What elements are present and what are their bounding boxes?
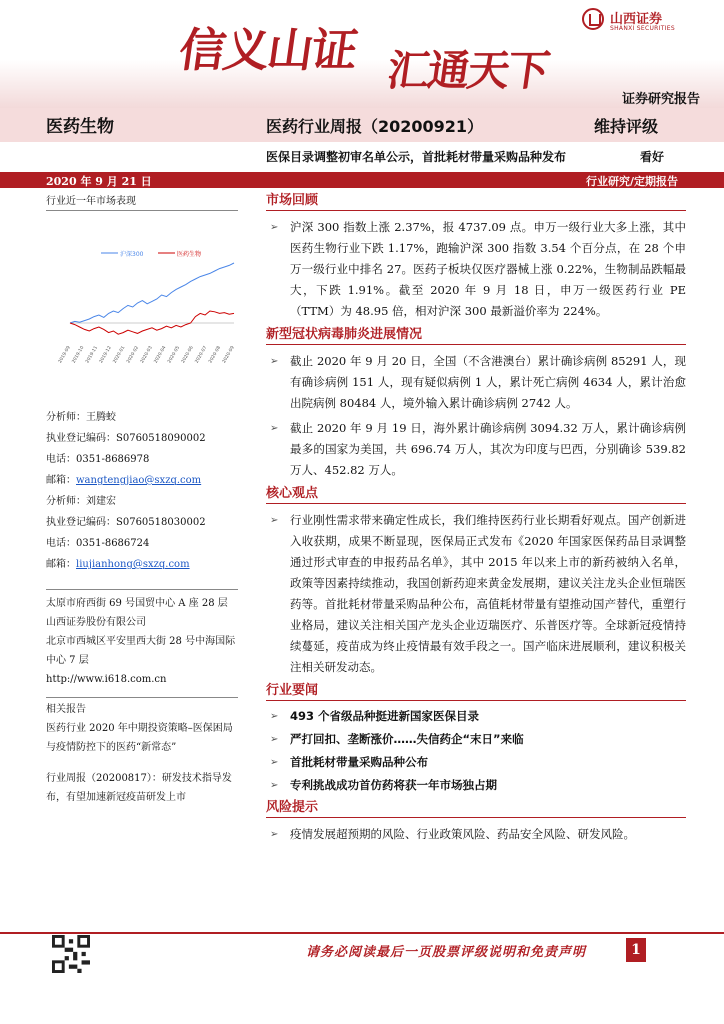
- sector-name: 医药生物: [46, 117, 114, 137]
- slogan-left: 信义山证: [175, 23, 360, 77]
- analyst-1-license: 执业登记编码：S0760518090002: [46, 433, 206, 444]
- x-tick-label: 2020-07: [194, 345, 209, 363]
- rating-view: 看好: [640, 150, 665, 164]
- x-tick-label: 2019-09: [57, 345, 72, 363]
- x-tick-label: 2019-12: [98, 345, 113, 363]
- analyst-2-email-row: [46, 554, 240, 575]
- website-link[interactable]: http://www.i618.com.cn: [46, 674, 167, 685]
- covid-domestic-text: ➢ 截止 2020 年 9 月 20 日，全国（不含港澳台）累计确诊病例 85291 人，现有确诊病例 151 人，现有疑似病例 1 人，累计死亡病例 4634 人，累计治愈出院病例 80484 人，境外输入累计确诊病例 2742 人。: [266, 351, 686, 414]
- section-news: 行业要闻: [266, 682, 686, 701]
- series-line-hs300: [70, 263, 234, 323]
- core-view-text: ➢ 行业刚性需求带来确定性成长，我们维持医药行业长期看好观点。国产创新进入收获期，成果不断显现，医保局正式发布《2020 年国家医保药品目录调整通过形式审查的申报药品名单》，其中 2015 年以来上市的新药被纳入名单，政策等因素持续推动，我国创新药迎来黄金发展期，建议关注龙头企业恒瑞医药等。首批耗材带量采购品种公布，高值耗材带量有望推动国产替代，重塑行业格局，建议关注相关国产龙头企业迈瑞医疗、乐普医疗等。全球新冠疫情持续蔓延，疫苗成为终止疫情最有效手段之一。国产临床进展顺利，建议积极关注相关研发动态。: [266, 510, 686, 678]
- section-covid: 新型冠状病毒肺炎进展情况: [266, 326, 686, 345]
- slogan-right: 汇通天下: [384, 46, 552, 95]
- market-review-text: ➢ 沪深 300 指数上涨 2.37%，报 4737.09 点。申万一级行业大多上涨，其中医药生物行业下跌 1.17%，跑输沪深 300 指数 3.54 个百分点，在 28 个申万一级行业中排名 27。医药子板块仅医疗器械上涨 0.22%，生物制品跌幅最大，下跌 1.91%。截至 2020 年 9 月 18 日，申万一级医药行业 PE（TTM）为 48.95 倍，相对沪深 300 最新溢价率为 224%。: [266, 217, 686, 322]
- report-type: 证券研究报告: [621, 92, 700, 107]
- disclaimer: 请务必阅读最后一页股票评级说明和免责声明: [306, 945, 587, 960]
- performance-chart: [46, 215, 238, 363]
- news-list: [266, 705, 686, 797]
- address-taiyuan: 太原市府西街 69 号国贸中心 A 座 28 层: [46, 598, 228, 609]
- related-report-2[interactable]: 行业周报（20200817）：研发技术指导发布，有望加速新冠疫苗研发上市: [46, 773, 232, 803]
- analyst-1-email-label: 邮箱：: [46, 475, 76, 486]
- divider: [46, 589, 238, 590]
- x-tick-label: 2019-10: [71, 345, 86, 363]
- x-tick-label: 2019-11: [85, 345, 100, 363]
- related-report-1[interactable]: 医药行业 2020 年中期投资策略–医保困局与疫情防控下的医药“新常态”: [46, 723, 233, 753]
- section-risk: 风险提示: [266, 799, 686, 818]
- sidebar: [46, 192, 240, 807]
- news-item[interactable]: ➢ 专利挑战成功首仿药将获一年市场独占期: [266, 774, 686, 797]
- x-tick-label: 2020-09: [221, 345, 236, 363]
- analyst-2-name: 分析师：刘建宏: [46, 496, 116, 507]
- news-item[interactable]: ➢ 严打回扣、垄断涨价……失信药企“末日”来临: [266, 728, 686, 751]
- analyst-2-email-label: 邮箱：: [46, 559, 76, 570]
- x-tick-label: 2020-05: [167, 345, 182, 363]
- rating: 维持评级: [594, 117, 659, 136]
- report-date: 2020 年 9 月 21 日: [46, 175, 152, 188]
- section-core-view: 核心观点: [266, 485, 686, 504]
- analyst-1: [46, 407, 240, 491]
- logo-english: SHANXI SECURITIES: [610, 25, 675, 32]
- company-logo: [582, 6, 700, 36]
- report-title: 医药行业周报（20200921）: [266, 117, 484, 136]
- legend-hs300-label: 沪深300: [120, 251, 144, 258]
- main-content: [266, 192, 686, 845]
- analyst-2-email[interactable]: liujianhong@sxzq.com: [76, 559, 190, 570]
- legend-pharma-label: 医药生物: [177, 251, 202, 258]
- x-tick-label: 2020-01: [112, 345, 127, 363]
- analyst-1-phone: 电话：0351-8686978: [46, 454, 150, 465]
- footer-line: [0, 932, 724, 934]
- chart-title: 行业近一年市场表现: [46, 192, 238, 211]
- analyst-2-license: 执业登记编码：S0760518030002: [46, 517, 206, 528]
- risk-text: ➢ 疫情发展超预期的风险、行业政策风险、药品安全风险、研发风险。: [266, 824, 686, 845]
- news-item[interactable]: ➢ 首批耗材带量采购品种公布: [266, 751, 686, 774]
- section-market-review: 市场回顾: [266, 192, 686, 211]
- address-beijing: 北京市西城区平安里西大街 28 号中海国际中心 7 层: [46, 636, 236, 666]
- logo-name: 山西证券: [610, 12, 663, 27]
- x-tick-label: 2020-06: [180, 345, 195, 363]
- logo-mark-icon: [582, 8, 604, 30]
- divider: [46, 697, 238, 698]
- x-tick-label: 2020-02: [126, 345, 141, 363]
- company-name: 山西证券股份有限公司: [46, 617, 146, 628]
- x-tick-label: 2020-03: [139, 345, 154, 363]
- related-title: 相关报告: [46, 704, 86, 715]
- contact-block: [46, 594, 240, 689]
- analyst-1-email-row: [46, 470, 240, 491]
- x-tick-label: 2020-08: [208, 345, 223, 363]
- analyst-2: [46, 491, 240, 575]
- related-reports: [46, 700, 240, 807]
- x-tick-label: 2020-04: [153, 345, 168, 363]
- report-category: 行业研究/定期报告: [585, 175, 678, 188]
- series-line-pharma: [70, 311, 234, 334]
- report-subtitle: 医保目录调整初审名单公示，首批耗材带量采购品种发布: [266, 150, 567, 164]
- analyst-1-email[interactable]: wangtengjiao@sxzq.com: [76, 475, 202, 486]
- news-item[interactable]: ➢ 493 个省级品种挺进新国家医保目录: [266, 705, 686, 728]
- page-number: 1: [626, 938, 646, 962]
- analyst-1-name: 分析师：王腾蛟: [46, 412, 116, 423]
- qr-code-icon: [52, 935, 90, 973]
- analyst-2-phone: 电话：0351-8686724: [46, 538, 150, 549]
- covid-overseas-text: ➢ 截止 2020 年 9 月 19 日，海外累计确诊病例 3094.32 万人，累计确诊病例最多的国家为美国，共 696.74 万人，其次为印度与巴西，分别确诊 539.82 万人、452.82 万人。: [266, 418, 686, 481]
